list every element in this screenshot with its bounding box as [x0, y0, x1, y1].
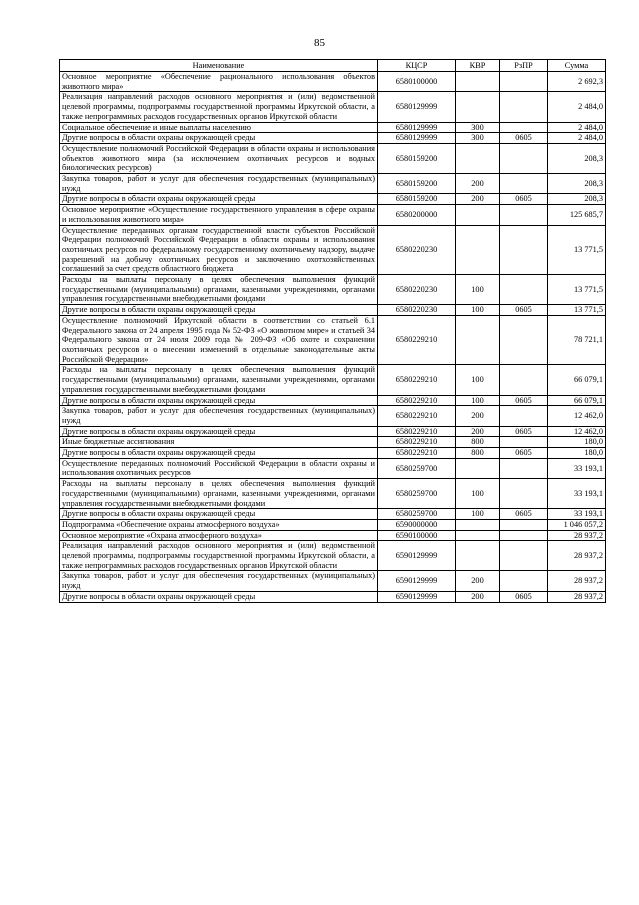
- table-row: [60, 133, 606, 144]
- cell-kvr: 800: [456, 437, 500, 448]
- cell-sum: 208,3: [548, 143, 606, 173]
- cell-rzpr: [500, 571, 548, 591]
- cell-rzpr: [500, 519, 548, 530]
- cell-kvr: 200: [456, 591, 500, 602]
- cell-name: Основное мероприятие «Обеспечение рационального использования объектов животного мира»: [60, 72, 378, 92]
- cell-kcsr: 6580220230: [378, 275, 456, 305]
- cell-name: Социальное обеспечение и иные выплаты населению: [60, 122, 378, 133]
- cell-sum: 78 721,1: [548, 315, 606, 365]
- cell-kcsr: 6580200000: [378, 205, 456, 225]
- cell-rzpr: [500, 174, 548, 194]
- table-row: [60, 194, 606, 205]
- cell-kvr: 300: [456, 122, 500, 133]
- cell-kcsr: 6580259700: [378, 479, 456, 509]
- cell-kcsr: 6590000000: [378, 519, 456, 530]
- cell-name: Другие вопросы в области охраны окружающей среды: [60, 133, 378, 144]
- cell-kvr: 100: [456, 275, 500, 305]
- table-row: [60, 205, 606, 225]
- cell-kvr: [456, 205, 500, 225]
- table-row: [60, 571, 606, 591]
- cell-kvr: [456, 541, 500, 571]
- header-kvr: КВР: [456, 60, 500, 72]
- cell-rzpr: [500, 406, 548, 426]
- table-row: [60, 437, 606, 448]
- table-row: [60, 365, 606, 395]
- cell-name: Основное мероприятие «Осуществление государственного управления в сфере охраны и использования животного мира»: [60, 205, 378, 225]
- cell-sum: 180,0: [548, 448, 606, 459]
- cell-kvr: [456, 530, 500, 541]
- table-row: [60, 458, 606, 478]
- cell-kvr: 100: [456, 395, 500, 406]
- table-row: [60, 143, 606, 173]
- table-row: [60, 275, 606, 305]
- cell-rzpr: 0605: [500, 426, 548, 437]
- cell-rzpr: [500, 275, 548, 305]
- table-header-row: [60, 60, 606, 72]
- cell-name: Иные бюджетные ассигнования: [60, 437, 378, 448]
- cell-kvr: 200: [456, 406, 500, 426]
- cell-kcsr: 6590129999: [378, 571, 456, 591]
- cell-name: Осуществление полномочий Иркутской области в соответствии со статьей 6.1 Федерального закона от 24 апреля 1995 года № 52-ФЗ «О животном мире» и статьей 34 Федерального закона от 24 июля 2009 года № 209-ФЗ «Об охоте и сохранении охотничьих ресурсов и о внесении изменений в отдельные законодательные акты Российской Федерации»: [60, 315, 378, 365]
- cell-name: Осуществление полномочий Российской Федерации в области охраны и использования объектов животного мира (за исключением охотничьих ресурсов и водных биологических ресурсов): [60, 143, 378, 173]
- cell-rzpr: [500, 225, 548, 275]
- cell-name: Другие вопросы в области охраны окружающей среды: [60, 194, 378, 205]
- cell-kvr: 200: [456, 426, 500, 437]
- table-row: [60, 479, 606, 509]
- table-row: [60, 519, 606, 530]
- cell-kvr: [456, 92, 500, 122]
- table-row: [60, 406, 606, 426]
- cell-kcsr: 6580259700: [378, 458, 456, 478]
- table-row: [60, 591, 606, 602]
- cell-name: Другие вопросы в области охраны окружающей среды: [60, 448, 378, 459]
- cell-kcsr: 6580229210: [378, 315, 456, 365]
- cell-sum: 12 462,0: [548, 406, 606, 426]
- cell-name: Осуществление переданных полномочий Российской Федерации в области охраны и использования охотничьих ресурсов: [60, 458, 378, 478]
- cell-kvr: 100: [456, 305, 500, 316]
- cell-sum: 28 937,2: [548, 571, 606, 591]
- cell-sum: 28 937,2: [548, 541, 606, 571]
- cell-rzpr: [500, 365, 548, 395]
- cell-name: Другие вопросы в области охраны окружающей среды: [60, 305, 378, 316]
- table-row: [60, 448, 606, 459]
- header-sum: Сумма: [548, 60, 606, 72]
- table-row: [60, 174, 606, 194]
- cell-rzpr: [500, 479, 548, 509]
- cell-kvr: 300: [456, 133, 500, 144]
- table-row: [60, 225, 606, 275]
- cell-kcsr: 6580229210: [378, 426, 456, 437]
- cell-rzpr: [500, 437, 548, 448]
- cell-name: Расходы на выплаты персоналу в целях обеспечения выполнения функций государственными (муниципальными) органами, казенными учреждениями, органами управления государственными внебюджетными фондами: [60, 365, 378, 395]
- cell-kvr: 800: [456, 448, 500, 459]
- cell-kvr: [456, 143, 500, 173]
- table-row: [60, 305, 606, 316]
- cell-kvr: [456, 458, 500, 478]
- cell-kcsr: 6580229210: [378, 437, 456, 448]
- cell-sum: 2 692,3: [548, 72, 606, 92]
- cell-rzpr: [500, 530, 548, 541]
- table-row: [60, 395, 606, 406]
- cell-rzpr: [500, 143, 548, 173]
- table-row: [60, 122, 606, 133]
- cell-sum: 28 937,2: [548, 530, 606, 541]
- cell-kcsr: 6580159200: [378, 194, 456, 205]
- cell-name: Подпрограмма «Обеспечение охраны атмосферного воздуха»: [60, 519, 378, 530]
- cell-sum: 66 079,1: [548, 365, 606, 395]
- cell-sum: 28 937,2: [548, 591, 606, 602]
- cell-name: Другие вопросы в области охраны окружающей среды: [60, 509, 378, 520]
- cell-name: Осуществление переданных органам государственной власти субъектов Российской Федерации полномочий Российской Федерации в области охраны и использования охотничьих ресурсов по федеральному государственному охотничьему надзору, выдаче разрешений на добычу охотничьих ресурсов и заключению охотхозяйственных соглашений за счет средств областного бюджета: [60, 225, 378, 275]
- cell-rzpr: [500, 458, 548, 478]
- cell-name: Другие вопросы в области охраны окружающей среды: [60, 395, 378, 406]
- cell-name: Закупка товаров, работ и услуг для обеспечения государственных (муниципальных) нужд: [60, 571, 378, 591]
- page-number: 85: [314, 37, 325, 49]
- cell-kvr: [456, 315, 500, 365]
- cell-kcsr: 6580100000: [378, 72, 456, 92]
- table-row: [60, 530, 606, 541]
- budget-table: [59, 59, 606, 603]
- cell-kcsr: 6580129999: [378, 92, 456, 122]
- cell-rzpr: [500, 122, 548, 133]
- cell-name: Другие вопросы в области охраны окружающей среды: [60, 591, 378, 602]
- cell-sum: 2 484,0: [548, 92, 606, 122]
- table-row: [60, 315, 606, 365]
- cell-rzpr: [500, 205, 548, 225]
- cell-name: Реализация направлений расходов основного мероприятия и (или) ведомственной целевой программы, подпрограммы государственной программы Иркутской области, а также непрограммных расходов государственных органов Иркутской области: [60, 541, 378, 571]
- cell-kcsr: 6580229210: [378, 395, 456, 406]
- cell-sum: 33 193,1: [548, 509, 606, 520]
- cell-sum: 33 193,1: [548, 479, 606, 509]
- cell-sum: 125 685,7: [548, 205, 606, 225]
- cell-kvr: 100: [456, 479, 500, 509]
- header-rzpr: РзПР: [500, 60, 548, 72]
- cell-name: Реализация направлений расходов основного мероприятия и (или) ведомственной целевой программы, подпрограммы государственной программы Иркутской области, а также непрограммных расходов государственных органов Иркутской области: [60, 92, 378, 122]
- cell-name: Другие вопросы в области охраны окружающей среды: [60, 426, 378, 437]
- cell-name: Расходы на выплаты персоналу в целях обеспечения выполнения функций государственными (муниципальными) органами, казенными учреждениями, органами управления государственными внебюджетными фондами: [60, 479, 378, 509]
- cell-sum: 180,0: [548, 437, 606, 448]
- cell-rzpr: 0605: [500, 133, 548, 144]
- cell-kvr: [456, 519, 500, 530]
- cell-kcsr: 6580220230: [378, 225, 456, 275]
- cell-kvr: 100: [456, 509, 500, 520]
- cell-kcsr: 6580229210: [378, 406, 456, 426]
- table-row: [60, 92, 606, 122]
- cell-name: Закупка товаров, работ и услуг для обеспечения государственных (муниципальных) нужд: [60, 406, 378, 426]
- cell-sum: 1 046 057,2: [548, 519, 606, 530]
- table-row: [60, 541, 606, 571]
- cell-sum: 66 079,1: [548, 395, 606, 406]
- cell-sum: 208,3: [548, 194, 606, 205]
- cell-kcsr: 6580259700: [378, 509, 456, 520]
- cell-kcsr: 6580129999: [378, 133, 456, 144]
- cell-kcsr: 6580129999: [378, 122, 456, 133]
- cell-rzpr: 0605: [500, 395, 548, 406]
- cell-kvr: 200: [456, 571, 500, 591]
- cell-sum: 13 771,5: [548, 275, 606, 305]
- cell-kvr: 100: [456, 365, 500, 395]
- cell-rzpr: 0605: [500, 591, 548, 602]
- cell-rzpr: 0605: [500, 305, 548, 316]
- cell-sum: 13 771,5: [548, 305, 606, 316]
- cell-rzpr: 0605: [500, 509, 548, 520]
- table-row: [60, 426, 606, 437]
- cell-rzpr: [500, 92, 548, 122]
- cell-kcsr: 6580220230: [378, 305, 456, 316]
- cell-kcsr: 6590129999: [378, 541, 456, 571]
- cell-sum: 2 484,0: [548, 133, 606, 144]
- cell-kcsr: 6580159200: [378, 174, 456, 194]
- cell-kcsr: 6580159200: [378, 143, 456, 173]
- cell-name: Расходы на выплаты персоналу в целях обеспечения выполнения функций государственными (муниципальными) органами, казенными учреждениями, органами управления государственными внебюджетными фондами: [60, 275, 378, 305]
- cell-sum: 2 484,0: [548, 122, 606, 133]
- cell-rzpr: 0605: [500, 448, 548, 459]
- cell-kvr: 200: [456, 194, 500, 205]
- cell-kvr: [456, 225, 500, 275]
- cell-kvr: 200: [456, 174, 500, 194]
- header-name: Наименование: [60, 60, 378, 72]
- header-kcsr: КЦСР: [378, 60, 456, 72]
- cell-sum: 12 462,0: [548, 426, 606, 437]
- cell-kvr: [456, 72, 500, 92]
- cell-rzpr: [500, 541, 548, 571]
- cell-sum: 13 771,5: [548, 225, 606, 275]
- cell-kcsr: 6590100000: [378, 530, 456, 541]
- cell-rzpr: [500, 315, 548, 365]
- cell-rzpr: 0605: [500, 194, 548, 205]
- cell-kcsr: 6590129999: [378, 591, 456, 602]
- cell-name: Закупка товаров, работ и услуг для обеспечения государственных (муниципальных) нужд: [60, 174, 378, 194]
- cell-sum: 33 193,1: [548, 458, 606, 478]
- cell-rzpr: [500, 72, 548, 92]
- cell-kcsr: 6580229210: [378, 448, 456, 459]
- cell-sum: 208,3: [548, 174, 606, 194]
- cell-kcsr: 6580229210: [378, 365, 456, 395]
- table-body: [60, 72, 606, 603]
- cell-name: Основное мероприятие «Охрана атмосферного воздуха»: [60, 530, 378, 541]
- table-row: [60, 72, 606, 92]
- table-row: [60, 509, 606, 520]
